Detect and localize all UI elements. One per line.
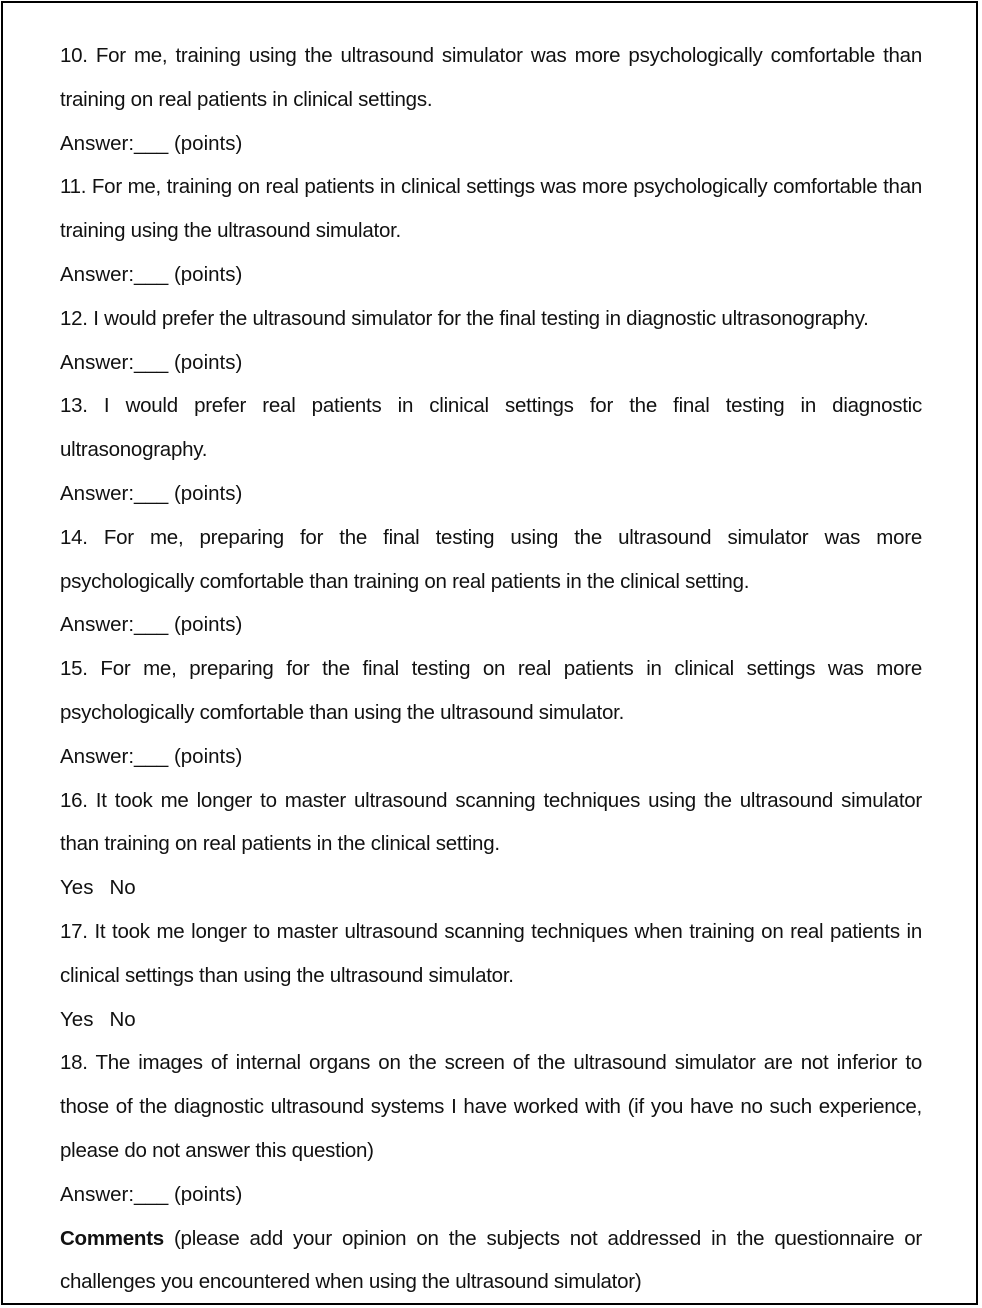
yes-option-17: Yes <box>60 1007 94 1031</box>
question-10: 10. For me, training using the ultrasound simulator was more psychologically comfortable than training on real patients in clinical settings. <box>60 44 922 111</box>
answer-10: Answer:___ (points) <box>60 131 243 155</box>
answer-11: Answer:___ (points) <box>60 262 243 286</box>
comments-label: Comments <box>60 1226 164 1250</box>
questionnaire <box>60 34 922 1304</box>
yes-no-17 <box>60 998 922 1042</box>
answer-14: Answer:___ (points) <box>60 613 243 637</box>
question-18: 18. The images of internal organs on the screen of the ultrasound simulator are not inferior to those of the diagnostic ultrasound systems I have worked with (if you have no such experience, please do not answer this question) <box>60 1051 922 1162</box>
no-option-17: No <box>109 1007 136 1031</box>
no-option-16: No <box>109 876 136 900</box>
yes-no-16 <box>60 866 922 910</box>
answer-15: Answer:___ (points) <box>60 744 243 768</box>
question-15: 15. For me, preparing for the final testing on real patients in clinical settings was more psychologically comfortable than using the ultrasound simulator. <box>60 657 922 724</box>
comments-prompt <box>60 1217 922 1305</box>
question-11: 11. For me, training on real patients in clinical settings was more psychologically comfortable than training using the ultrasound simulator. <box>60 175 922 243</box>
question-16: 16. It took me longer to master ultrasound scanning techniques using the ultrasound simulator than training on real patients in the clinical setting. <box>60 788 922 856</box>
yes-option-16: Yes <box>60 876 94 900</box>
question-14: 14. For me, preparing for the final testing using the ultrasound simulator was more psychologically comfortable than training on real patients in the clinical setting. <box>60 525 922 593</box>
question-12: 12. I would prefer the ultrasound simulator for the final testing in diagnostic ultrasonography. <box>60 306 869 330</box>
question-13: 13. I would prefer real patients in clinical settings for the final testing in diagnostic ultrasonography. <box>60 394 922 462</box>
answer-18: Answer:___ (points) <box>60 1182 243 1206</box>
comments-text: (please add your opinion on the subjects not addressed in the questionnaire or challenges you encountered when using the ultrasound simulator) <box>60 1226 922 1294</box>
question-17: 17. It took me longer to master ultrasound scanning techniques when training on real patients in clinical settings than using the ultrasound simulator. <box>60 919 922 987</box>
answer-12: Answer:___ (points) <box>60 350 243 374</box>
answer-13: Answer:___ (points) <box>60 481 243 505</box>
